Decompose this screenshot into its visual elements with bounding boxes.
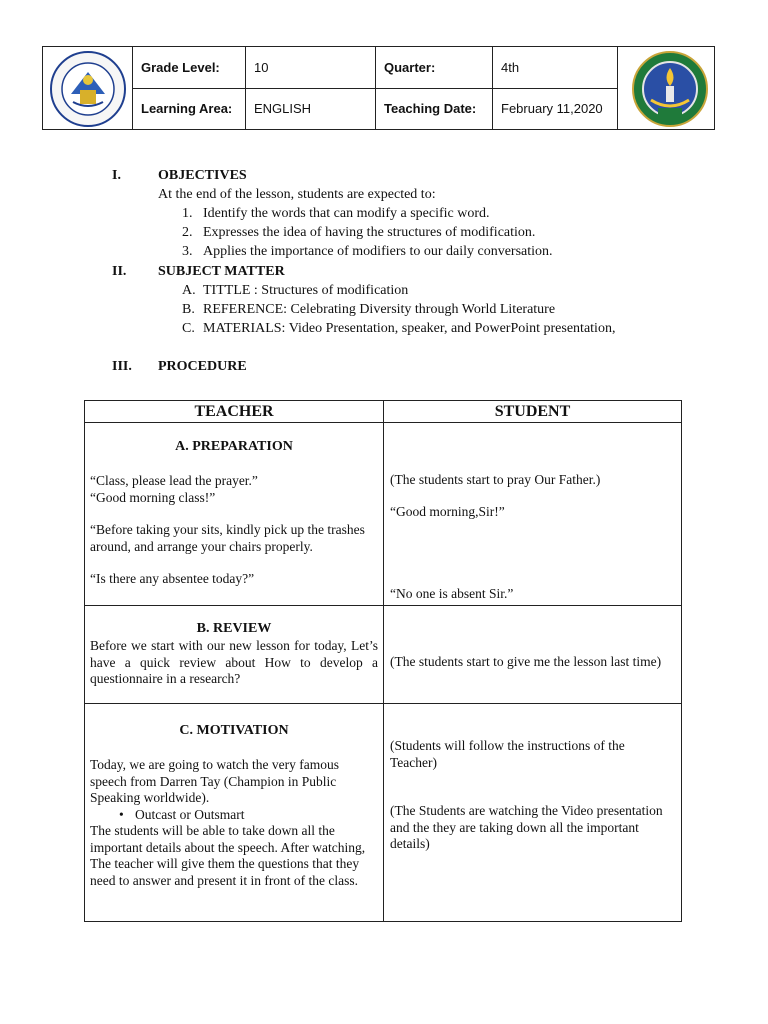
subject-letter-b: B.: [182, 302, 195, 317]
subject-matter-numeral: II.: [112, 264, 127, 279]
learning-area-label: Learning Area:: [133, 88, 246, 129]
header-table: [42, 46, 715, 130]
subject-letter-c: C.: [182, 321, 195, 336]
subject-item-materials: MATERIALS: Video Presentation, speaker, and PowerPoint presentation,: [203, 321, 616, 336]
objectives-title: OBJECTIVES: [158, 168, 247, 183]
subject-item-title: TITTLE : Structures of modification: [203, 283, 409, 298]
subject-item-reference: REFERENCE: Celebrating Diversity through World Literature: [203, 302, 556, 317]
left-logo-cell: [43, 47, 133, 129]
preparation-teacher-line-2: “Good morning class!”: [90, 490, 216, 505]
preparation-student-line-3: “No one is absent Sir.”: [390, 586, 514, 601]
objectives-numeral: I.: [112, 168, 121, 183]
quarter-label: Quarter:: [376, 47, 493, 88]
motivation-title: C. MOTIVATION: [179, 723, 289, 738]
preparation-student-line-2: “Good morning,Sir!”: [390, 504, 505, 519]
preparation-title: A. PREPARATION: [175, 439, 293, 454]
review-teacher-text: Before we start with our new lesson for today, Let’s have a quick review about How to develop a questionnaire in a research?: [90, 638, 378, 686]
objective-item-2: Expresses the idea of having the structures of modification.: [203, 225, 536, 240]
procedure-numeral: III.: [112, 359, 132, 374]
objectives-intro: At the end of the lesson, students are expected to:: [158, 187, 436, 202]
grade-level-label: Grade Level:: [133, 47, 246, 88]
student-column-header: STUDENT: [494, 403, 571, 420]
objective-num-3: 3.: [182, 244, 193, 259]
bullet-icon: •: [119, 807, 124, 822]
preparation-student-line-1: (The students start to pray Our Father.): [390, 472, 601, 487]
learning-area-value: ENGLISH: [246, 88, 376, 129]
subject-matter-title: SUBJECT MATTER: [158, 264, 285, 279]
review-title: B. REVIEW: [196, 621, 272, 636]
review-student-text: (The students start to give me the lesson last time): [390, 654, 662, 669]
teaching-date-value: February 11,2020: [493, 88, 618, 129]
motivation-student-line-2: (The Students are watching the Video presentation and the they are taking down all the important details): [390, 803, 663, 851]
motivation-student-line-1: (Students will follow the instructions of the Teacher): [390, 738, 625, 770]
motivation-teacher-intro: Today, we are going to watch the very famous speech from Darren Tay (Champion in Public Speaking worldwide).: [90, 757, 339, 805]
motivation-bullet-item: Outcast or Outsmart: [135, 807, 245, 822]
preparation-teacher-line-3: “Before taking your sits, kindly pick up the trashes around, and arrange your chairs properly.: [90, 522, 365, 554]
teacher-column-header: TEACHER: [194, 403, 274, 420]
objective-num-2: 2.: [182, 225, 193, 240]
preparation-teacher-line-1: “Class, please lead the prayer.”: [90, 473, 258, 488]
grade-level-value: 10: [246, 47, 376, 88]
procedure-table: [84, 400, 682, 922]
procedure-title: PROCEDURE: [158, 359, 247, 374]
subject-letter-a: A.: [182, 283, 196, 298]
objective-item-1: Identify the words that can modify a specific word.: [203, 206, 490, 221]
motivation-teacher-details: The students will be able to take down all the important details about the speech. After watching, The teacher will give them the questions that they need to answer and present it in front of the class.: [90, 823, 366, 888]
preparation-teacher-line-4: “Is there any absentee today?”: [90, 571, 255, 586]
objective-item-3: Applies the importance of modifiers to our daily conversation.: [203, 244, 553, 259]
objective-num-1: 1.: [182, 206, 193, 221]
school-seal-logo: [629, 50, 711, 128]
quarter-value: 4th: [493, 47, 618, 88]
teaching-date-label: Teaching Date:: [376, 88, 493, 129]
